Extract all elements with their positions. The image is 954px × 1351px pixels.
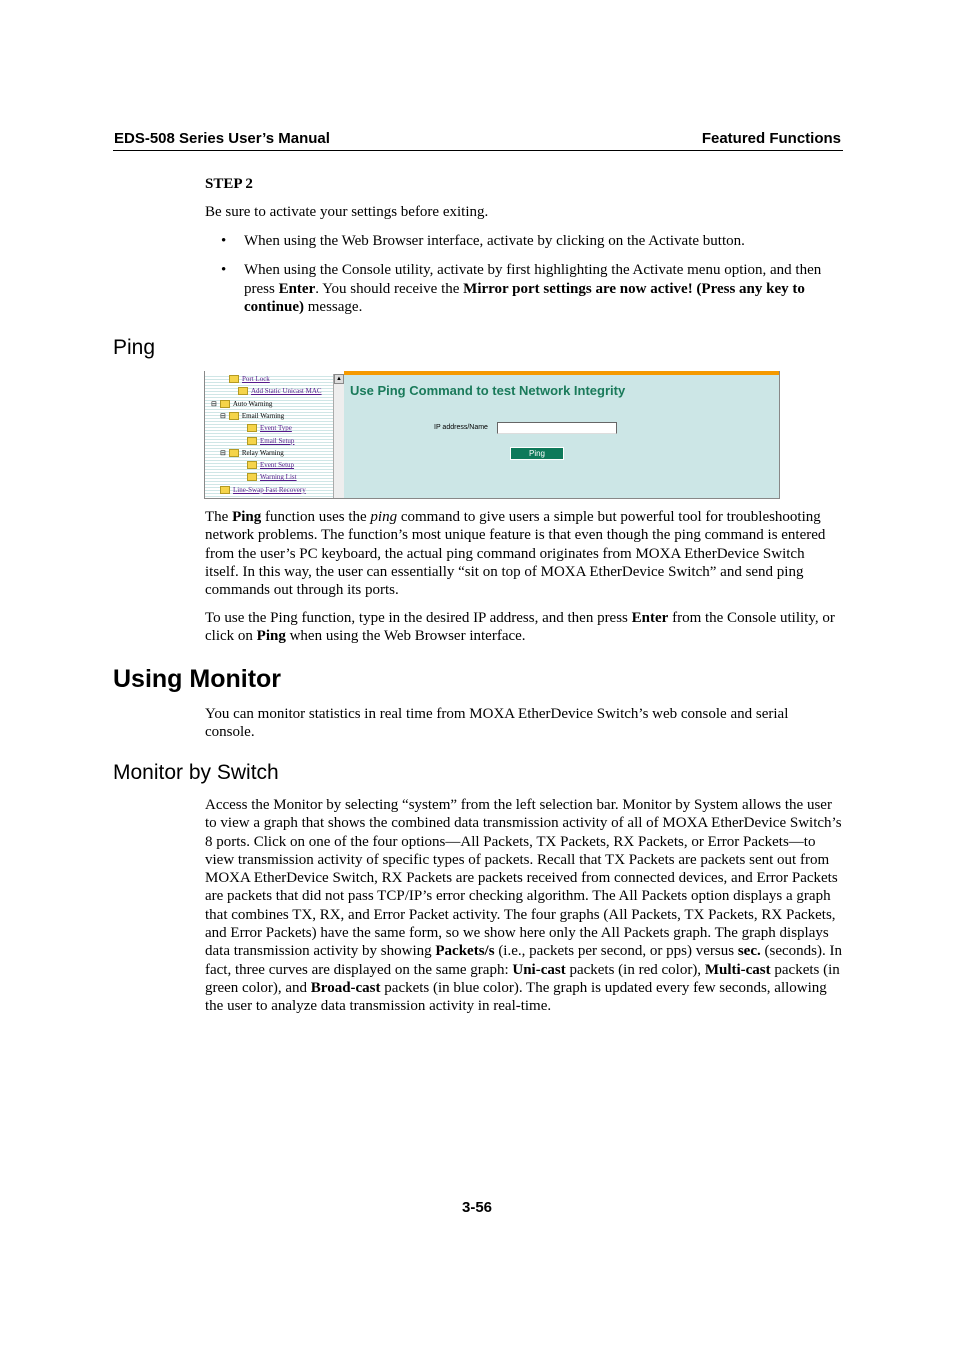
bold-text: Ping bbox=[232, 509, 262, 525]
text-run: . You should receive the bbox=[315, 280, 464, 297]
monitor-intro bbox=[205, 705, 841, 742]
text-run: packets (in red color), bbox=[565, 961, 705, 978]
folder-icon bbox=[220, 400, 230, 408]
text-run: message. bbox=[304, 298, 363, 315]
text-run: from the Console utility, or click on bbox=[205, 610, 835, 645]
bullet-item bbox=[205, 261, 845, 316]
tree-item[interactable] bbox=[247, 473, 297, 481]
ip-address-input[interactable] bbox=[497, 422, 617, 434]
ping-paragraph bbox=[205, 609, 841, 646]
step-intro: Be sure to activate your settings before exiting. bbox=[205, 204, 489, 220]
tree-item-label[interactable]: Port Lock bbox=[242, 375, 270, 383]
text-run: To use the Ping function, type in the desired IP address, and then press bbox=[205, 610, 632, 626]
text-run: (i.e., packets per second, or pps) versus bbox=[494, 943, 738, 960]
ping-screenshot bbox=[204, 371, 780, 499]
section-title: Featured Functions bbox=[701, 130, 841, 147]
page-number: 3-56 bbox=[461, 1199, 493, 1216]
panel-title: Use Ping Command to test Network Integrity bbox=[350, 383, 626, 398]
bold-text: Mirror port settings are now active! (Press any key to continue) bbox=[244, 280, 805, 315]
tree-item-label: Email Warning bbox=[241, 411, 285, 420]
text-run: packets (in green color), and bbox=[205, 961, 840, 996]
scroll-up-icon[interactable]: ▲ bbox=[334, 374, 344, 384]
folder-icon bbox=[247, 424, 257, 432]
nav-tree bbox=[205, 374, 333, 498]
step-title: STEP 2 bbox=[205, 176, 253, 192]
text-run: You can monitor statistics in real time from MOXA EtherDevice Switch’s web console and serial console. bbox=[205, 706, 789, 741]
bold-text: Uni-cast bbox=[512, 961, 566, 978]
folder-icon bbox=[247, 461, 257, 469]
bold-text: Multi-cast bbox=[704, 961, 771, 978]
tree-item-label[interactable]: Add Static Unicast MAC bbox=[251, 387, 322, 396]
tree-item[interactable] bbox=[220, 412, 284, 420]
monitor-heading: Using Monitor bbox=[113, 665, 282, 693]
text-run: The bbox=[205, 509, 233, 525]
bold-text: sec. bbox=[737, 943, 761, 960]
tree-item[interactable] bbox=[229, 375, 270, 383]
collapse-icon[interactable]: ⊟ bbox=[211, 399, 217, 408]
text-run: command to give users a simple but powerful tool for troubleshooting network problems. The function’s most unique feature is that even though the ping command is entered from the user’s PC keyboard, the actual ping command originates from MOXA EtherDevice Switch itself. In this way, the user can essentially “sit on top of MOXA EtherDevice Switch” and send ping commands out through its ports. bbox=[205, 509, 826, 599]
bold-text: Ping bbox=[256, 628, 286, 645]
tree-item[interactable] bbox=[247, 461, 294, 469]
bullet-item bbox=[205, 232, 845, 250]
text-run: packets (in blue color). The graph is updated every few seconds, allowing the user to analyze data transmission activity in real-time. bbox=[205, 979, 827, 1015]
ping-panel bbox=[344, 371, 779, 498]
step-bullets bbox=[205, 232, 845, 327]
ping-heading: Ping bbox=[113, 336, 156, 359]
folder-icon bbox=[247, 437, 257, 445]
text-run: (seconds). In fact, three curves are displayed on the same graph: bbox=[205, 943, 842, 978]
folder-icon bbox=[238, 387, 248, 395]
tree-item[interactable] bbox=[220, 486, 306, 494]
bold-text: Enter bbox=[278, 280, 316, 297]
switch-body bbox=[205, 796, 843, 1016]
text-run: When using the Console utility, activate by first highlighting the Activate menu option, and then press bbox=[244, 262, 822, 297]
bold-text: Packets/s bbox=[435, 943, 495, 960]
tree-item[interactable] bbox=[247, 437, 294, 445]
folder-icon bbox=[247, 473, 257, 481]
switch-heading: Monitor by Switch bbox=[113, 761, 279, 784]
ip-label: IP address/Name bbox=[434, 424, 488, 431]
ping-paragraph bbox=[205, 508, 841, 599]
bold-text: Broad-cast bbox=[310, 979, 381, 996]
tree-item-label[interactable]: Email Setup bbox=[260, 436, 295, 445]
bold-text: Enter bbox=[631, 610, 669, 626]
scrollbar[interactable] bbox=[333, 374, 344, 498]
folder-icon bbox=[229, 412, 239, 420]
tree-item-label[interactable]: Warning List bbox=[260, 473, 297, 482]
tree-item[interactable] bbox=[220, 449, 284, 457]
tree-item-label[interactable]: Line-Swap Fast Recovery bbox=[233, 485, 306, 494]
page-header bbox=[113, 130, 843, 151]
collapse-icon[interactable]: ⊟ bbox=[220, 411, 226, 420]
folder-icon bbox=[229, 375, 239, 383]
collapse-icon[interactable]: ⊟ bbox=[220, 448, 226, 457]
tree-item-label: Auto Warning bbox=[232, 399, 273, 408]
tree-item[interactable] bbox=[247, 424, 292, 432]
text-run: when using the Web Browser interface. bbox=[285, 628, 526, 645]
text-run: Access the Monitor by selecting “system” from the left selection bar. Monitor by System allows the user to view a graph that shows the combined data transmission activity of all of MOXA EtherDevice Switch’s 8 ports. Click on one of the four options—All Packets, TX Packets, RX Packets, or Error Packets—to view transmission activity of specific types of packets. Recall that TX Packets are packets sent out from MOXA EtherDevice Switch, RX Packets are packets received from connected devices, and Error Packets are packets that did not pass TCP/IP’s error checking algorithm. The All Packets option displays a graph that combines TX, RX, and Error Packet activity. The four graphs (All Packets, TX Packets, RX Packets, and Error Packets) have the same form, so we show here only the All Packets graph. The graph displays data transmission activity by showing bbox=[205, 797, 842, 960]
tree-item[interactable] bbox=[238, 387, 322, 395]
text-run: When using the Web Browser interface, activate by clicking on the Activate button. bbox=[244, 233, 745, 249]
tree-item-label[interactable]: Event Type bbox=[260, 424, 292, 433]
folder-icon bbox=[229, 449, 239, 457]
italic-text: ping bbox=[370, 509, 398, 525]
text-run: function uses the bbox=[261, 509, 371, 525]
ping-button[interactable]: Ping bbox=[510, 447, 564, 460]
tree-item-label: Relay Warning bbox=[241, 448, 284, 457]
tree-item[interactable] bbox=[211, 400, 272, 408]
tree-item-label[interactable]: Event Setup bbox=[260, 461, 295, 470]
folder-icon bbox=[220, 486, 230, 494]
manual-title: EDS-508 Series User’s Manual bbox=[114, 130, 330, 147]
